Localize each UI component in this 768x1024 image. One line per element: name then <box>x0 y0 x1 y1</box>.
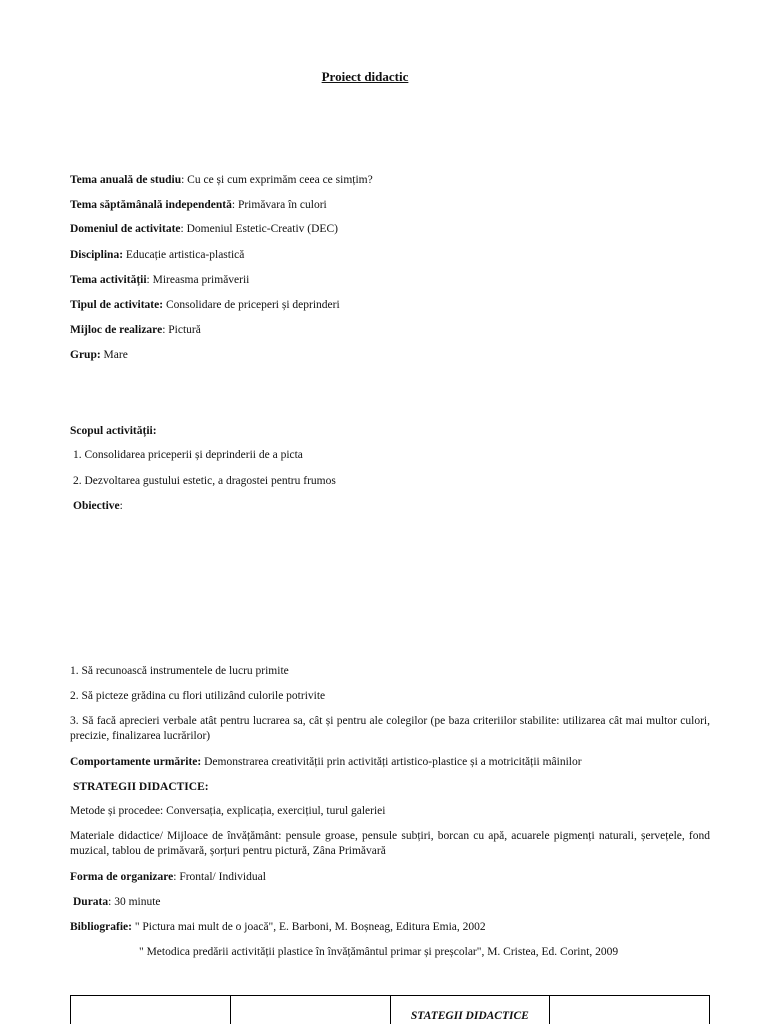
grup-line <box>70 348 128 362</box>
tema-anuala-value: : Cu ce și cum exprimăm ceea ce simțim? <box>181 174 373 186</box>
tipul-activitate-value: Consolidare de priceperi și deprinderi <box>163 299 340 311</box>
obiectiv-item-1: 1. Să recunoască instrumentele de lucru primite <box>70 665 289 677</box>
durata-line <box>73 895 161 909</box>
table-cell-2 <box>231 996 391 1024</box>
tipul-activitate-line <box>70 298 340 312</box>
bibliografie-line <box>70 920 486 934</box>
durata-label: Durata <box>73 896 109 908</box>
obiective-colon: : <box>119 500 123 512</box>
obiectiv-item-3: 3. Să facă aprecieri verbale atât pentru lucrarea sa, cât și pentru ale colegilor (pe baza criteriilor stabilite: utilizarea cât mai multor culori, precizie, finalizarea lucrărilor) <box>70 715 710 742</box>
page-title: Proiect didactic <box>321 69 409 84</box>
obiectiv-item-2: 2. Să picteze grădina cu flori utilizând culorile potrivite <box>70 690 326 702</box>
scop-item-2: 2. Dezvoltarea gustului estetic, a dragostei pentru frumos <box>73 475 336 487</box>
tema-activitatii-line <box>70 273 249 287</box>
disciplina-label: Disciplina: <box>70 249 124 261</box>
tema-saptamanala-value: : Primăvara în culori <box>231 199 327 211</box>
table-header-strategii: STATEGII DIDACTICE <box>410 1010 529 1022</box>
forma-organizare-label: Forma de organizare <box>70 871 174 883</box>
comportamente-line <box>70 755 582 769</box>
bibliografie-item-1: " Pictura mai mult de o joacă", E. Barboni, M. Boșneag, Editura Emia, 2002 <box>131 921 486 933</box>
strategii-heading-label: STRATEGII DIDACTICE: <box>73 781 209 793</box>
tipul-activitate-label: Tipul de activitate: <box>70 299 164 311</box>
tema-anuala-label: Tema anuală de studiu <box>70 174 182 186</box>
scop-heading-label: Scopul activității: <box>70 425 157 437</box>
tema-activitatii-value: : Mireasma primăverii <box>146 274 250 286</box>
domeniu-line <box>70 222 338 236</box>
comportamente-label: Comportamente urmărite: <box>70 756 202 768</box>
table-cell-4 <box>550 996 709 1024</box>
tema-activitatii-label: Tema activității <box>70 274 147 286</box>
materiale-line: Materiale didactice/ Mijloace de învățământ: pensule groase, pensule subțiri, borcan cu apă, acuarele pigmenți naturali, șervețele, fond muzical, tablou de primăvară, șorțuri pentru pictură, Zâna Primăvară <box>70 830 710 857</box>
grup-label: Grup: <box>70 349 101 361</box>
tema-saptamanala-line <box>70 198 327 212</box>
disciplina-line <box>70 248 244 262</box>
domeniu-value: : Domeniul Estetic-Creativ (DEC) <box>180 223 338 235</box>
tema-anuala-line <box>70 173 373 187</box>
table-cell-1 <box>71 996 231 1024</box>
comportamente-value: Demonstrarea creativității prin activități artistico-plastice și a motricității mâinilor <box>201 756 582 768</box>
domeniu-label: Domeniul de activitate <box>70 223 181 235</box>
disciplina-value: Educație artistica-plastică <box>123 249 245 261</box>
bibliografie-label: Bibliografie: <box>70 921 132 933</box>
durata-value: : 30 minute <box>108 896 161 908</box>
scop-item-1: 1. Consolidarea priceperii și deprinderii de a picta <box>73 449 303 461</box>
forma-organizare-value: : Frontal/ Individual <box>173 871 266 883</box>
strategii-heading <box>73 780 209 794</box>
mijloc-realizare-line <box>70 323 201 337</box>
forma-organizare-line <box>70 870 266 884</box>
bibliografie-item-2: " Metodica predării activității plastice în învățământul primar și preșcolar", M. Cristea, Ed. Corint, 2009 <box>139 946 619 958</box>
mijloc-realizare-label: Mijloc de realizare <box>70 324 163 336</box>
obiective-label: Obiective <box>73 500 120 512</box>
grup-value: Mare <box>100 349 128 361</box>
strategy-table <box>70 995 710 1024</box>
tema-saptamanala-label: Tema săptămânală independentă <box>70 199 232 211</box>
mijloc-realizare-value: : Pictură <box>162 324 201 336</box>
table-cell-3 <box>391 996 551 1024</box>
obiective-heading <box>73 499 123 513</box>
metode-line: Metode și procedee: Conversația, explicația, exercițiul, turul galeriei <box>70 805 386 817</box>
scop-heading <box>70 424 157 438</box>
